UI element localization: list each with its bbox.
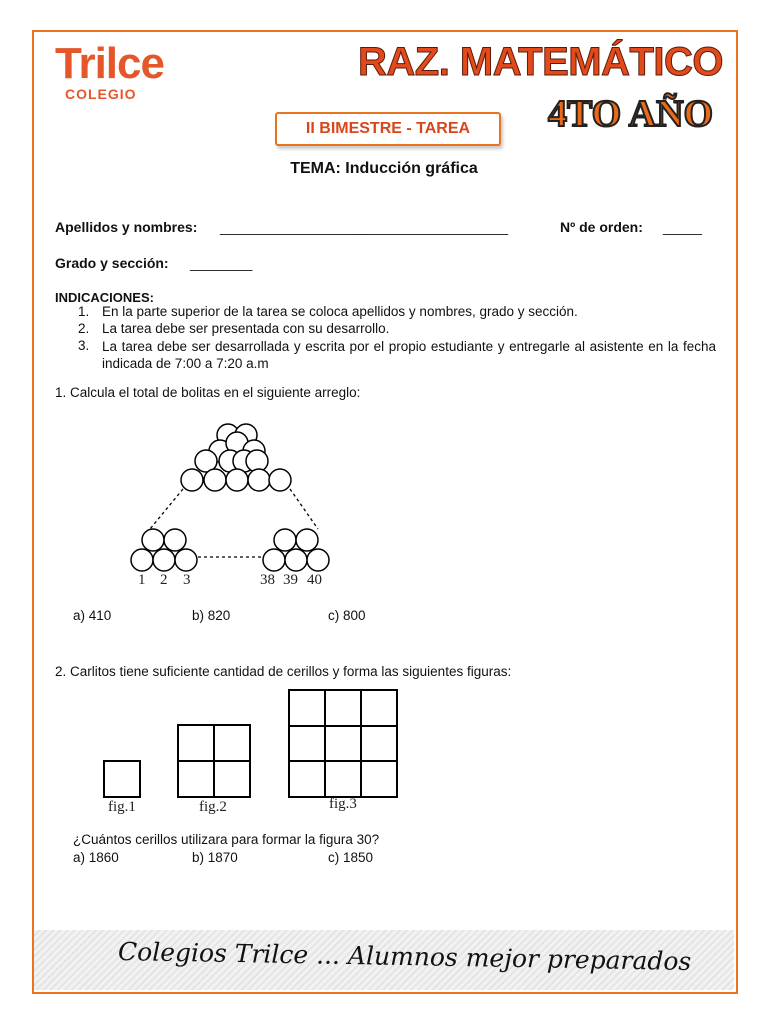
trilce-logo xyxy=(55,39,164,102)
ball-label: 40 xyxy=(307,572,322,588)
q1-option-c[interactable]: c) 800 xyxy=(328,608,366,623)
fig-label: fig.2 xyxy=(199,799,227,815)
section-line[interactable]: ________ xyxy=(190,255,253,271)
name-line[interactable]: _____________________________________ xyxy=(220,219,509,235)
dotted-connector xyxy=(150,489,183,529)
ball xyxy=(153,549,175,571)
logo-subtitle: COLEGIO xyxy=(65,86,137,102)
q1-option-b[interactable]: b) 820 xyxy=(192,608,231,623)
fig-1-grid xyxy=(104,761,140,797)
ball xyxy=(269,469,291,491)
footer-slogan: Colegios Trilce ... Alumnos mejor preparados xyxy=(117,936,692,977)
fig-2-grid xyxy=(178,725,250,797)
instructions-title: INDICACIONES: xyxy=(55,290,154,305)
question-2-prompt: ¿Cuántos cerillos utilizara para formar la figura 30? xyxy=(73,832,380,847)
ball xyxy=(285,549,307,571)
instruction-number: 1. xyxy=(78,304,90,319)
ball-label: 2 xyxy=(160,572,168,588)
question-1-text: 1. Calcula el total de bolitas en el siguiente arreglo: xyxy=(55,385,361,400)
q1-option-a[interactable]: a) 410 xyxy=(73,608,112,623)
ball xyxy=(296,529,318,551)
section-label: Grado y sección: xyxy=(55,255,169,271)
matchstick-figures xyxy=(95,685,415,820)
ball xyxy=(248,469,270,491)
ball xyxy=(274,529,296,551)
question-2-text: 2. Carlitos tiene suficiente cantidad de cerillos y forma las siguientes figuras: xyxy=(55,664,512,679)
ball-label: 39 xyxy=(283,572,298,588)
instruction-number: 3. xyxy=(78,338,90,353)
dotted-connector xyxy=(290,489,318,529)
topic-heading: TEMA: Inducción gráfica xyxy=(290,160,478,177)
q2-option-b[interactable]: b) 1870 xyxy=(192,850,238,865)
instruction-number: 2. xyxy=(78,321,90,336)
logo-wordmark: Trilce xyxy=(55,39,164,88)
instruction-text: La tarea debe ser desarrollada y escrita por el propio estudiante y entregarle al asistente en la fecha indicada de 7:00 a 7:20 a.m xyxy=(102,339,716,371)
ball-label: 1 xyxy=(138,572,146,588)
ball xyxy=(226,469,248,491)
instruction-text: En la parte superior de la tarea se coloca apellidos y nombres, grado y sección. xyxy=(102,304,578,319)
ball xyxy=(175,549,197,571)
ball xyxy=(181,469,203,491)
ball xyxy=(204,469,226,491)
period-badge: II BIMESTRE - TAREA xyxy=(275,112,501,146)
ball-label: 3 xyxy=(183,572,191,588)
grade-title: 4TO AÑO xyxy=(548,93,714,135)
fig-label: fig.1 xyxy=(108,799,136,815)
ball xyxy=(263,549,285,571)
order-line[interactable]: _____ xyxy=(663,219,702,235)
subject-title: RAZ. MATEMÁTICO xyxy=(358,40,724,84)
ball xyxy=(131,549,153,571)
order-label: Nº de orden: xyxy=(560,219,643,235)
ball xyxy=(142,529,164,551)
ball xyxy=(164,529,186,551)
ball xyxy=(307,549,329,571)
name-label: Apellidos y nombres: xyxy=(55,219,198,235)
q2-option-a[interactable]: a) 1860 xyxy=(73,850,119,865)
fig-3-grid xyxy=(289,690,397,797)
ball-label: 38 xyxy=(260,572,275,588)
instruction-text: La tarea debe ser presentada con su desarrollo. xyxy=(102,321,390,336)
q2-option-c[interactable]: c) 1850 xyxy=(328,850,374,865)
fig-label: fig.3 xyxy=(329,796,357,812)
ball-triangle-figure xyxy=(120,405,350,590)
